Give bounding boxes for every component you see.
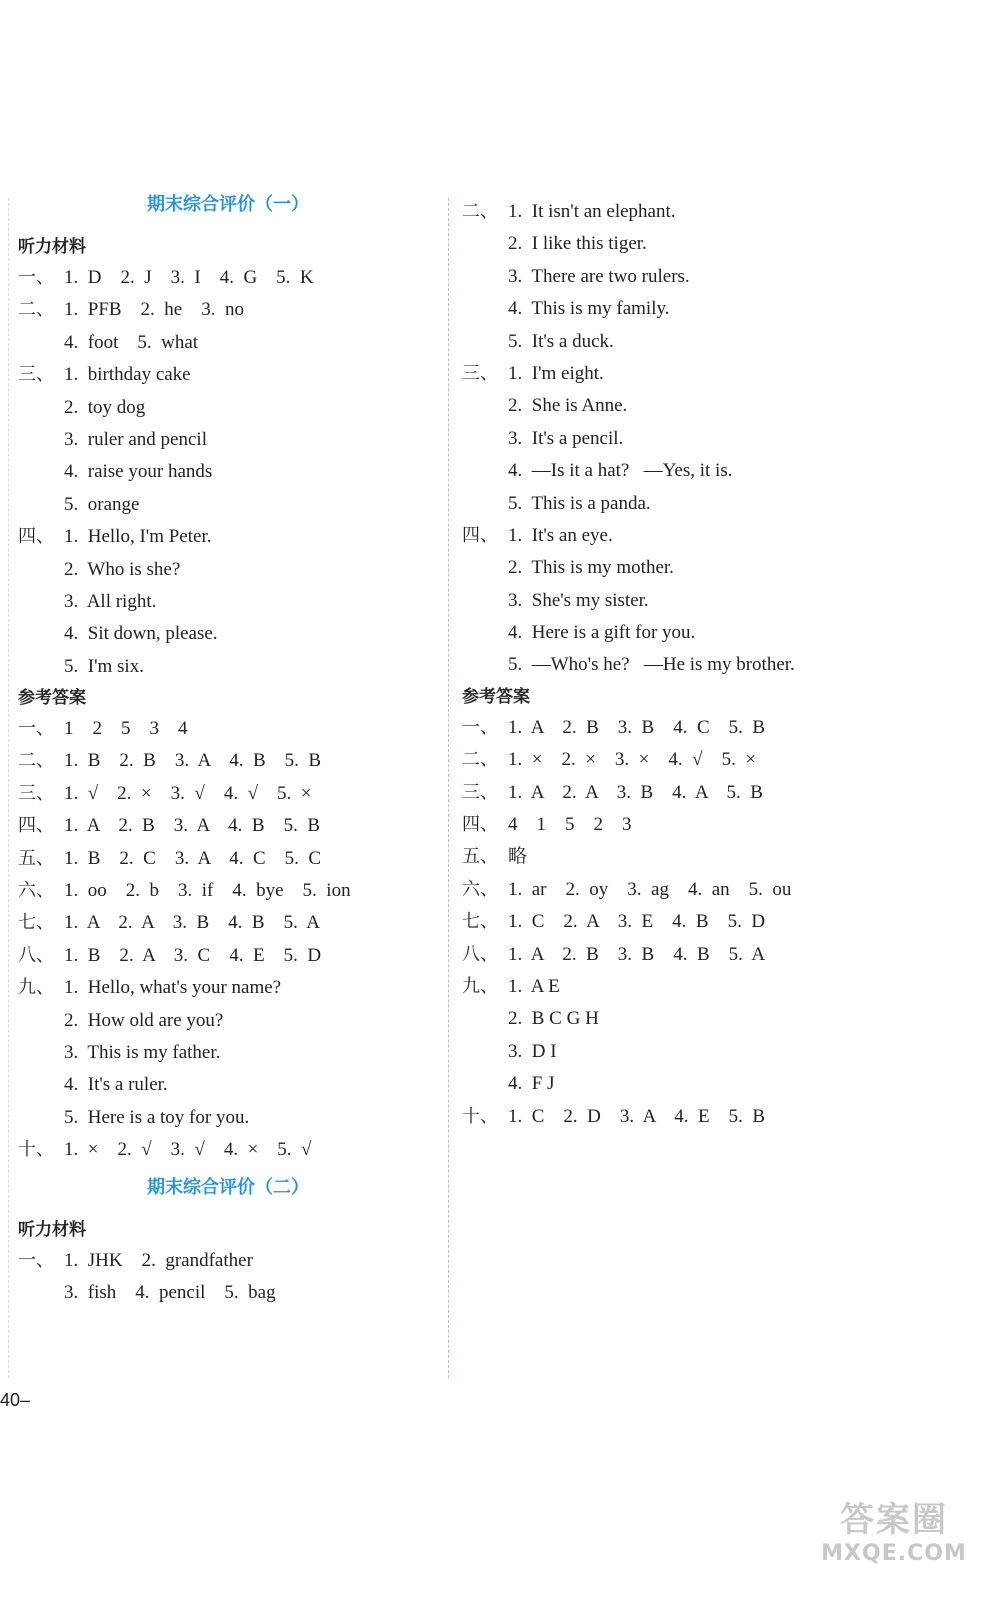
answer-line [18,489,438,521]
answer-line [18,940,438,972]
question-number: 三、 [462,781,498,803]
answer-line [462,293,882,325]
question-number: 一、 [18,267,54,288]
answer-line [18,618,438,650]
answer-text: 1. A 2. B 3. A 4. B 5. B [64,815,321,837]
answer-text: 5. It's a duck. [508,330,614,352]
answer-line [462,585,882,617]
answer-text: 1. A 2. B 3. B 4. B 5. A [508,943,766,965]
answer-line [18,424,438,456]
answer-text: 5. —Who's he? —He is my brother. [508,654,795,676]
answer-text: 4. It's a ruler. [64,1074,168,1096]
answer-text: 1. I'm eight. [508,362,604,384]
question-number: 十、 [462,1105,498,1127]
answer-text: 1. × 2. √ 3. √ 4. × 5. √ [64,1139,312,1161]
answer-line [462,649,882,681]
answer-text: 1. × 2. × 3. × 4. √ 5. × [508,749,757,771]
answer-text: 1. D 2. J 3. I 4. G 5. K [64,267,314,288]
answer-text: 5. I'm six. [64,655,144,677]
answer-line [18,907,438,939]
answer-line [462,196,882,228]
answer-text: 5. Here is a toy for you. [64,1106,250,1128]
answer-text: 4. F J [508,1073,555,1095]
answer-line [18,1134,438,1166]
right-column [462,196,882,1133]
answer-line [18,1102,438,1134]
answer-line [18,875,438,907]
answer-line [18,843,438,875]
answer-text: 1. A 2. A 3. B 4. A 5. B [508,781,763,803]
listening-list [18,262,438,683]
answer-line [462,617,882,649]
answer-text: 4. This is my family. [508,298,670,320]
answer-text: 3. fish 4. pencil 5. bag [64,1281,276,1303]
answer-line [462,390,882,422]
answer-text: 3. All right. [64,590,157,612]
question-number: 五、 [18,847,54,869]
answer-line [462,261,882,293]
answer-text: 1. A 2. A 3. B 4. B 5. A [64,912,321,934]
answer-text: 2. I like this tiger. [508,233,647,255]
answer-line [462,1101,882,1133]
answer-text: 1. B 2. B 3. A 4. B 5. B [64,750,322,772]
question-number: 一、 [18,1249,54,1271]
watermark-logo [814,1500,974,1568]
listening-title: 听力材料 [18,237,86,257]
answer-text: 2. How old are you? [64,1009,224,1031]
answer-text: 1. PFB 2. he 3. no [64,299,244,321]
answer-line [18,713,438,745]
answer-line [18,1037,438,1069]
answer-text: 4 1 5 2 3 [508,814,632,836]
answer-line [18,359,438,391]
answer-line [462,520,882,552]
question-number: 三、 [462,362,498,384]
answer-line [462,1036,882,1068]
question-number: 七、 [462,911,498,933]
answer-text: 1. ar 2. oy 3. ag 4. an 5. ou [508,878,792,900]
answer-line [462,777,882,809]
answer-line [462,971,882,1003]
question-number: 七、 [18,912,54,934]
question-number: 二、 [462,201,498,222]
answer-text: 1 2 5 3 4 [64,718,188,740]
answer-line [462,326,882,358]
answer-line [18,262,438,294]
answer-line [18,327,438,359]
answer-line [18,521,438,553]
answer-line [462,488,882,520]
answer-line [462,809,882,841]
answer-text: 2. toy dog [64,396,146,418]
column-divider [448,198,449,1378]
question-number: 九、 [18,977,54,999]
question-number: 一、 [462,716,498,738]
answer-text: 1. √ 2. × 3. √ 4. √ 5. × [64,782,312,804]
question-number: 三、 [18,782,54,804]
answer-line [462,906,882,938]
answer-line [18,1069,438,1101]
answers-list [18,713,438,1166]
answer-line [18,1245,438,1277]
answer-line [18,294,438,326]
answer-line [462,712,882,744]
question-number: 六、 [462,878,498,900]
answer-text: 5. This is a panda. [508,492,651,514]
question-number: 十、 [18,1139,54,1161]
answer-text: 2. This is my mother. [508,557,674,579]
answer-text: 1. It's an eye. [508,524,613,546]
answers-title: 参考答案 [18,688,86,709]
listening2-title: 听力材料 [18,1219,86,1240]
answer-text: 1. A E [508,975,560,997]
answer-line [18,778,438,810]
answer-line [462,552,882,584]
answer-text: 4. Here is a gift for you. [508,622,696,644]
answer-text: 4. —Is it a hat? —Yes, it is. [508,460,733,482]
answer-line [462,1003,882,1035]
watermark-url: MXQE.COM [821,1541,967,1566]
answer-text: 略 [508,846,528,868]
answer-line [462,455,882,487]
question-number: 八、 [18,944,54,966]
answer-line [18,745,438,777]
answer-text: 3. D I [508,1040,557,1062]
answer-text: 3. ruler and pencil [64,428,207,450]
answer-line [462,874,882,906]
question-number: 四、 [18,526,54,548]
answer-text: 2. Who is she? [64,558,181,580]
answer-line [18,392,438,424]
answer-text: 3. This is my father. [64,1041,221,1063]
question-number: 四、 [462,814,498,836]
question-number: 五、 [462,846,498,868]
answer-line [462,423,882,455]
answer-text: 2. She is Anne. [508,395,628,417]
answer-text: 1. Hello, I'm Peter. [64,526,212,548]
right-answers-list [462,712,882,1133]
section-heading-2: 期末综合评价（二） [147,1176,309,1198]
right-answers-title: 参考答案 [462,686,530,707]
answer-line [18,651,438,683]
answer-line [18,810,438,842]
listening2-list [18,1245,438,1310]
answer-line [462,358,882,390]
question-number: 四、 [462,524,498,546]
question-number: 八、 [462,943,498,965]
answer-line [18,586,438,618]
answer-line [462,841,882,873]
question-number: 二、 [18,750,54,772]
watermark-text: 答案圈 [840,1500,948,1540]
answer-text: 1. Hello, what's your name? [64,977,282,999]
answer-text: 2. B C G H [508,1008,599,1030]
question-number: 三、 [18,364,54,386]
answer-text: 1. A 2. B 3. B 4. C 5. B [508,716,766,738]
answer-line [18,554,438,586]
answer-text: 1. C 2. D 3. A 4. E 5. B [508,1105,766,1127]
answer-text: 4. Sit down, please. [64,623,218,645]
answer-line [462,228,882,260]
answer-line [18,972,438,1004]
question-number: 九、 [462,975,498,997]
answer-text: 1. It isn't an elephant. [508,201,676,222]
question-number: 六、 [18,880,54,902]
answer-text: 3. It's a pencil. [508,427,624,449]
right-listening-list [462,196,882,682]
answer-text: 4. foot 5. what [64,331,199,353]
answer-text: 1. B 2. C 3. A 4. C 5. C [64,847,322,869]
question-number: 二、 [18,299,54,321]
answer-text: 1. B 2. A 3. C 4. E 5. D [64,944,322,966]
answer-line [462,744,882,776]
left-column [18,190,438,1309]
answer-line [18,456,438,488]
answer-text: 4. raise your hands [64,461,213,483]
answer-line [18,1005,438,1037]
answer-line [18,1277,438,1309]
question-number: 四、 [18,815,54,837]
answer-text: 1. birthday cake [64,364,191,386]
left-margin-rule [8,198,9,1378]
section-heading-1: 期末综合评价（一） [147,194,309,215]
answer-text: 3. There are two rulers. [508,265,690,287]
page-number: 40– [0,1390,31,1410]
question-number: 二、 [462,749,498,771]
answer-text: 1. JHK 2. grandfather [64,1249,253,1271]
answer-text: 1. C 2. A 3. E 4. B 5. D [508,911,766,933]
answer-line [462,1068,882,1100]
answer-line [462,939,882,971]
answer-text: 1. oo 2. b 3. if 4. bye 5. ion [64,880,351,902]
answer-text: 5. orange [64,493,140,515]
answer-text: 3. She's my sister. [508,589,649,611]
question-number: 一、 [18,718,54,740]
